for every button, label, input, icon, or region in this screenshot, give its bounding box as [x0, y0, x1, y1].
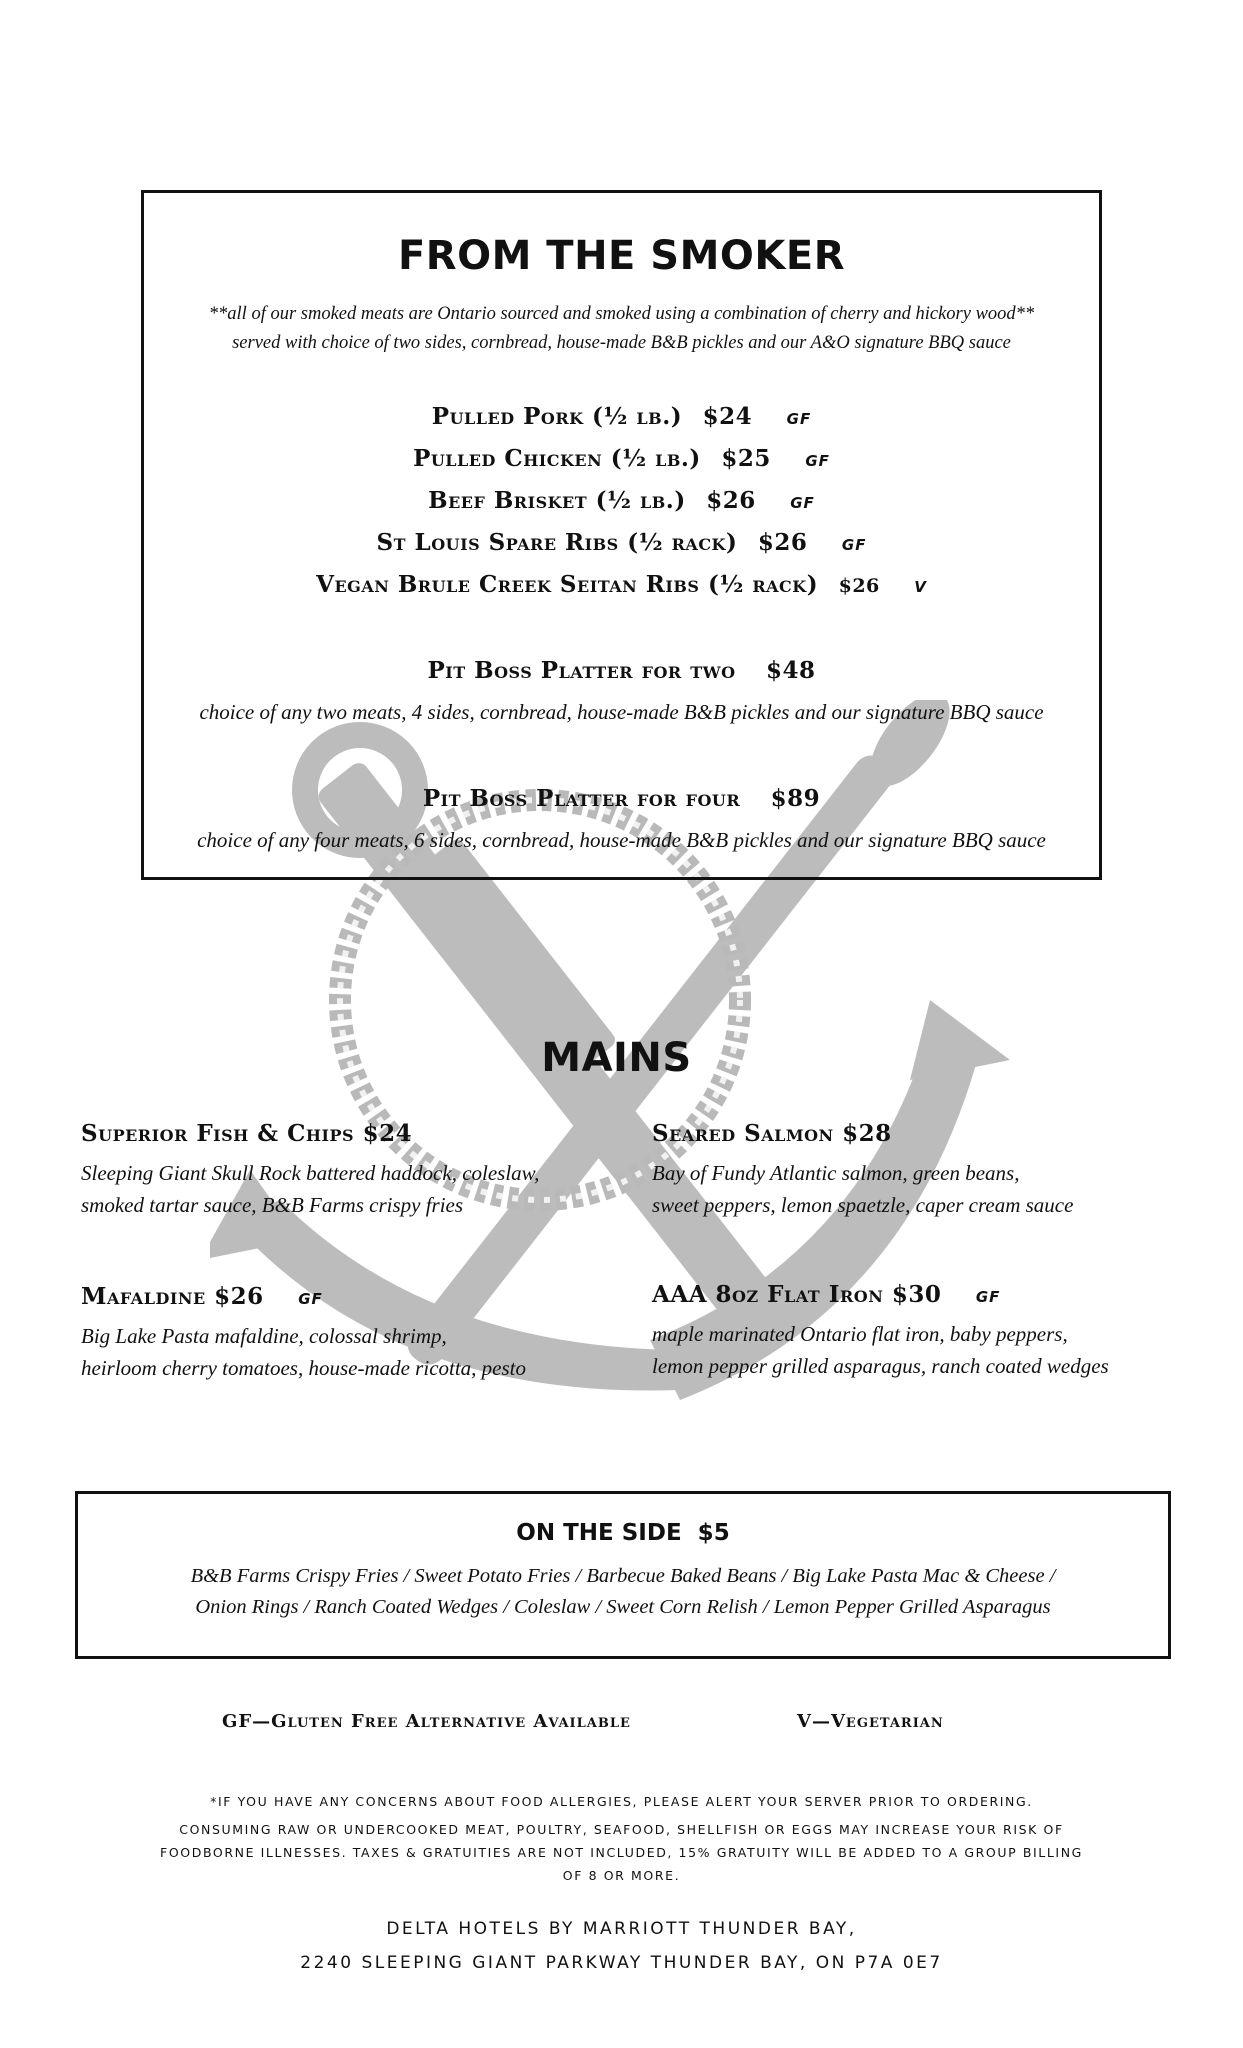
main-item-name: AAA 8oz Flat Iron $30	[652, 1281, 942, 1308]
main-item-title	[652, 1281, 1109, 1308]
item-price: $24	[702, 403, 753, 430]
disclaimer-line3: FOODBORNE ILLNESSES. TAXES & GRATUITIES ARE NOT INCLUDED, 15% GRATUITY WILL BE ADDED TO A GROUP BILLING	[160, 1845, 1083, 1860]
main-item-desc	[81, 1320, 526, 1384]
desc-line: maple marinated Ontario flat iron, baby peppers,	[652, 1322, 1068, 1346]
platter-four-desc: choice of any four meats, 6 sides, cornbread, house-made B&B pickles and our signature BBQ sauce	[197, 828, 1046, 852]
smoker-title: FROM THE SMOKER	[397, 233, 846, 279]
main-item-desc	[652, 1157, 1073, 1221]
item-name: Pulled Chicken (½ lb.)	[413, 445, 701, 472]
platter-name: Pit Boss Platter for two	[427, 657, 736, 684]
sides-line1: B&B Farms Crispy Fries / Sweet Potato Fries / Barbecue Baked Beans / Big Lake Pasta Mac & Cheese /	[190, 1565, 1056, 1587]
platter-four	[144, 785, 1099, 812]
item-tag: V	[914, 578, 927, 596]
legend-gf: GF—Gluten Free Alternative Available	[222, 1711, 631, 1732]
smoker-item	[144, 445, 1099, 472]
item-price: $25	[721, 445, 771, 472]
disclaimer-line2: CONSUMING RAW OR UNDERCOOKED MEAT, POULTRY, SEAFOOD, SHELLFISH OR EGGS MAY INCREASE YOUR RISK OF	[179, 1822, 1064, 1837]
item-tag: GF	[805, 452, 830, 470]
main-item-name: Seared Salmon $28	[652, 1120, 892, 1147]
sides-line2: Onion Rings / Ranch Coated Wedges / Coleslaw / Sweet Corn Relish / Lemon Pepper Grilled Asparagus	[195, 1596, 1051, 1618]
main-item-flat-iron	[652, 1281, 1109, 1382]
main-item-salmon	[652, 1120, 1073, 1221]
item-name: St Louis Spare Ribs (½ rack)	[376, 529, 738, 556]
item-tag: GF	[786, 410, 812, 428]
smoker-item	[144, 487, 1099, 514]
item-tag: GF	[790, 494, 815, 512]
main-item-desc	[652, 1318, 1109, 1382]
platter-price: $48	[766, 657, 816, 684]
main-item-tag: GF	[298, 1290, 323, 1308]
platter-price: $89	[770, 785, 821, 812]
item-tag: GF	[841, 536, 867, 554]
desc-line: sweet peppers, lemon spaetzle, caper cream sauce	[652, 1193, 1074, 1217]
main-item-mafaldine	[81, 1283, 526, 1384]
platter-two-desc: choice of any two meats, 4 sides, cornbread, house-made B&B pickles and our signature BBQ sauce	[199, 700, 1044, 724]
item-price: $26	[757, 529, 808, 556]
smoker-item	[144, 529, 1099, 556]
main-item-fish-chips	[81, 1120, 539, 1221]
platter-two	[144, 657, 1099, 684]
main-item-title	[81, 1283, 526, 1310]
address-line1: DELTA HOTELS BY MARRIOTT THUNDER BAY,	[386, 1919, 857, 1939]
desc-line: lemon pepper grilled asparagus, ranch coated wedges	[652, 1354, 1109, 1378]
desc-line: smoked tartar sauce, B&B Farms crispy fries	[81, 1193, 464, 1217]
sides-title: ON THE SIDE $5	[516, 1520, 730, 1546]
smoker-item	[144, 571, 1099, 598]
desc-line: Bay of Fundy Atlantic salmon, green beans,	[652, 1161, 1020, 1185]
address-line2: 2240 SLEEPING GIANT PARKWAY THUNDER BAY, ON P7A 0E7	[300, 1953, 943, 1973]
smoker-note-line1: **all of our smoked meats are Ontario sourced and smoked using a combination of cherry and hickory wood**	[208, 304, 1035, 324]
main-item-desc	[81, 1157, 539, 1221]
item-price: $26	[706, 487, 756, 514]
disclaimer-line4: OF 8 OR MORE.	[562, 1868, 681, 1883]
main-item-name: Mafaldine $26	[81, 1283, 264, 1310]
main-item-tag: GF	[975, 1288, 1001, 1306]
main-item-title	[652, 1120, 1073, 1147]
main-item-title	[81, 1120, 539, 1147]
item-name: Beef Brisket (½ lb.)	[428, 487, 686, 514]
item-name: Pulled Pork (½ lb.)	[431, 403, 683, 430]
desc-line: heirloom cherry tomatoes, house-made ricotta, pesto	[81, 1356, 527, 1380]
disclaimer-line1: *IF YOU HAVE ANY CONCERNS ABOUT FOOD ALLERGIES, PLEASE ALERT YOUR SERVER PRIOR TO ORDERING.	[210, 1794, 1033, 1809]
smoker-note-line2: served with choice of two sides, cornbread, house-made B&B pickles and our A&O signature BBQ sauce	[232, 333, 1011, 353]
item-name: Vegan Brule Creek Seitan Ribs (½ rack)	[316, 571, 819, 598]
smoker-item	[144, 403, 1099, 430]
legend-v: V—Vegetarian	[797, 1711, 944, 1732]
desc-line: Big Lake Pasta mafaldine, colossal shrimp,	[81, 1324, 447, 1348]
item-price: $26	[838, 575, 880, 597]
platter-name: Pit Boss Platter for four	[422, 785, 741, 812]
desc-line: Sleeping Giant Skull Rock battered haddock, coleslaw,	[81, 1161, 540, 1185]
mains-title: MAINS	[541, 1035, 692, 1081]
main-item-name: Superior Fish & Chips $24	[81, 1120, 413, 1147]
sides-section	[75, 1491, 1171, 1659]
smoker-section	[141, 190, 1102, 880]
